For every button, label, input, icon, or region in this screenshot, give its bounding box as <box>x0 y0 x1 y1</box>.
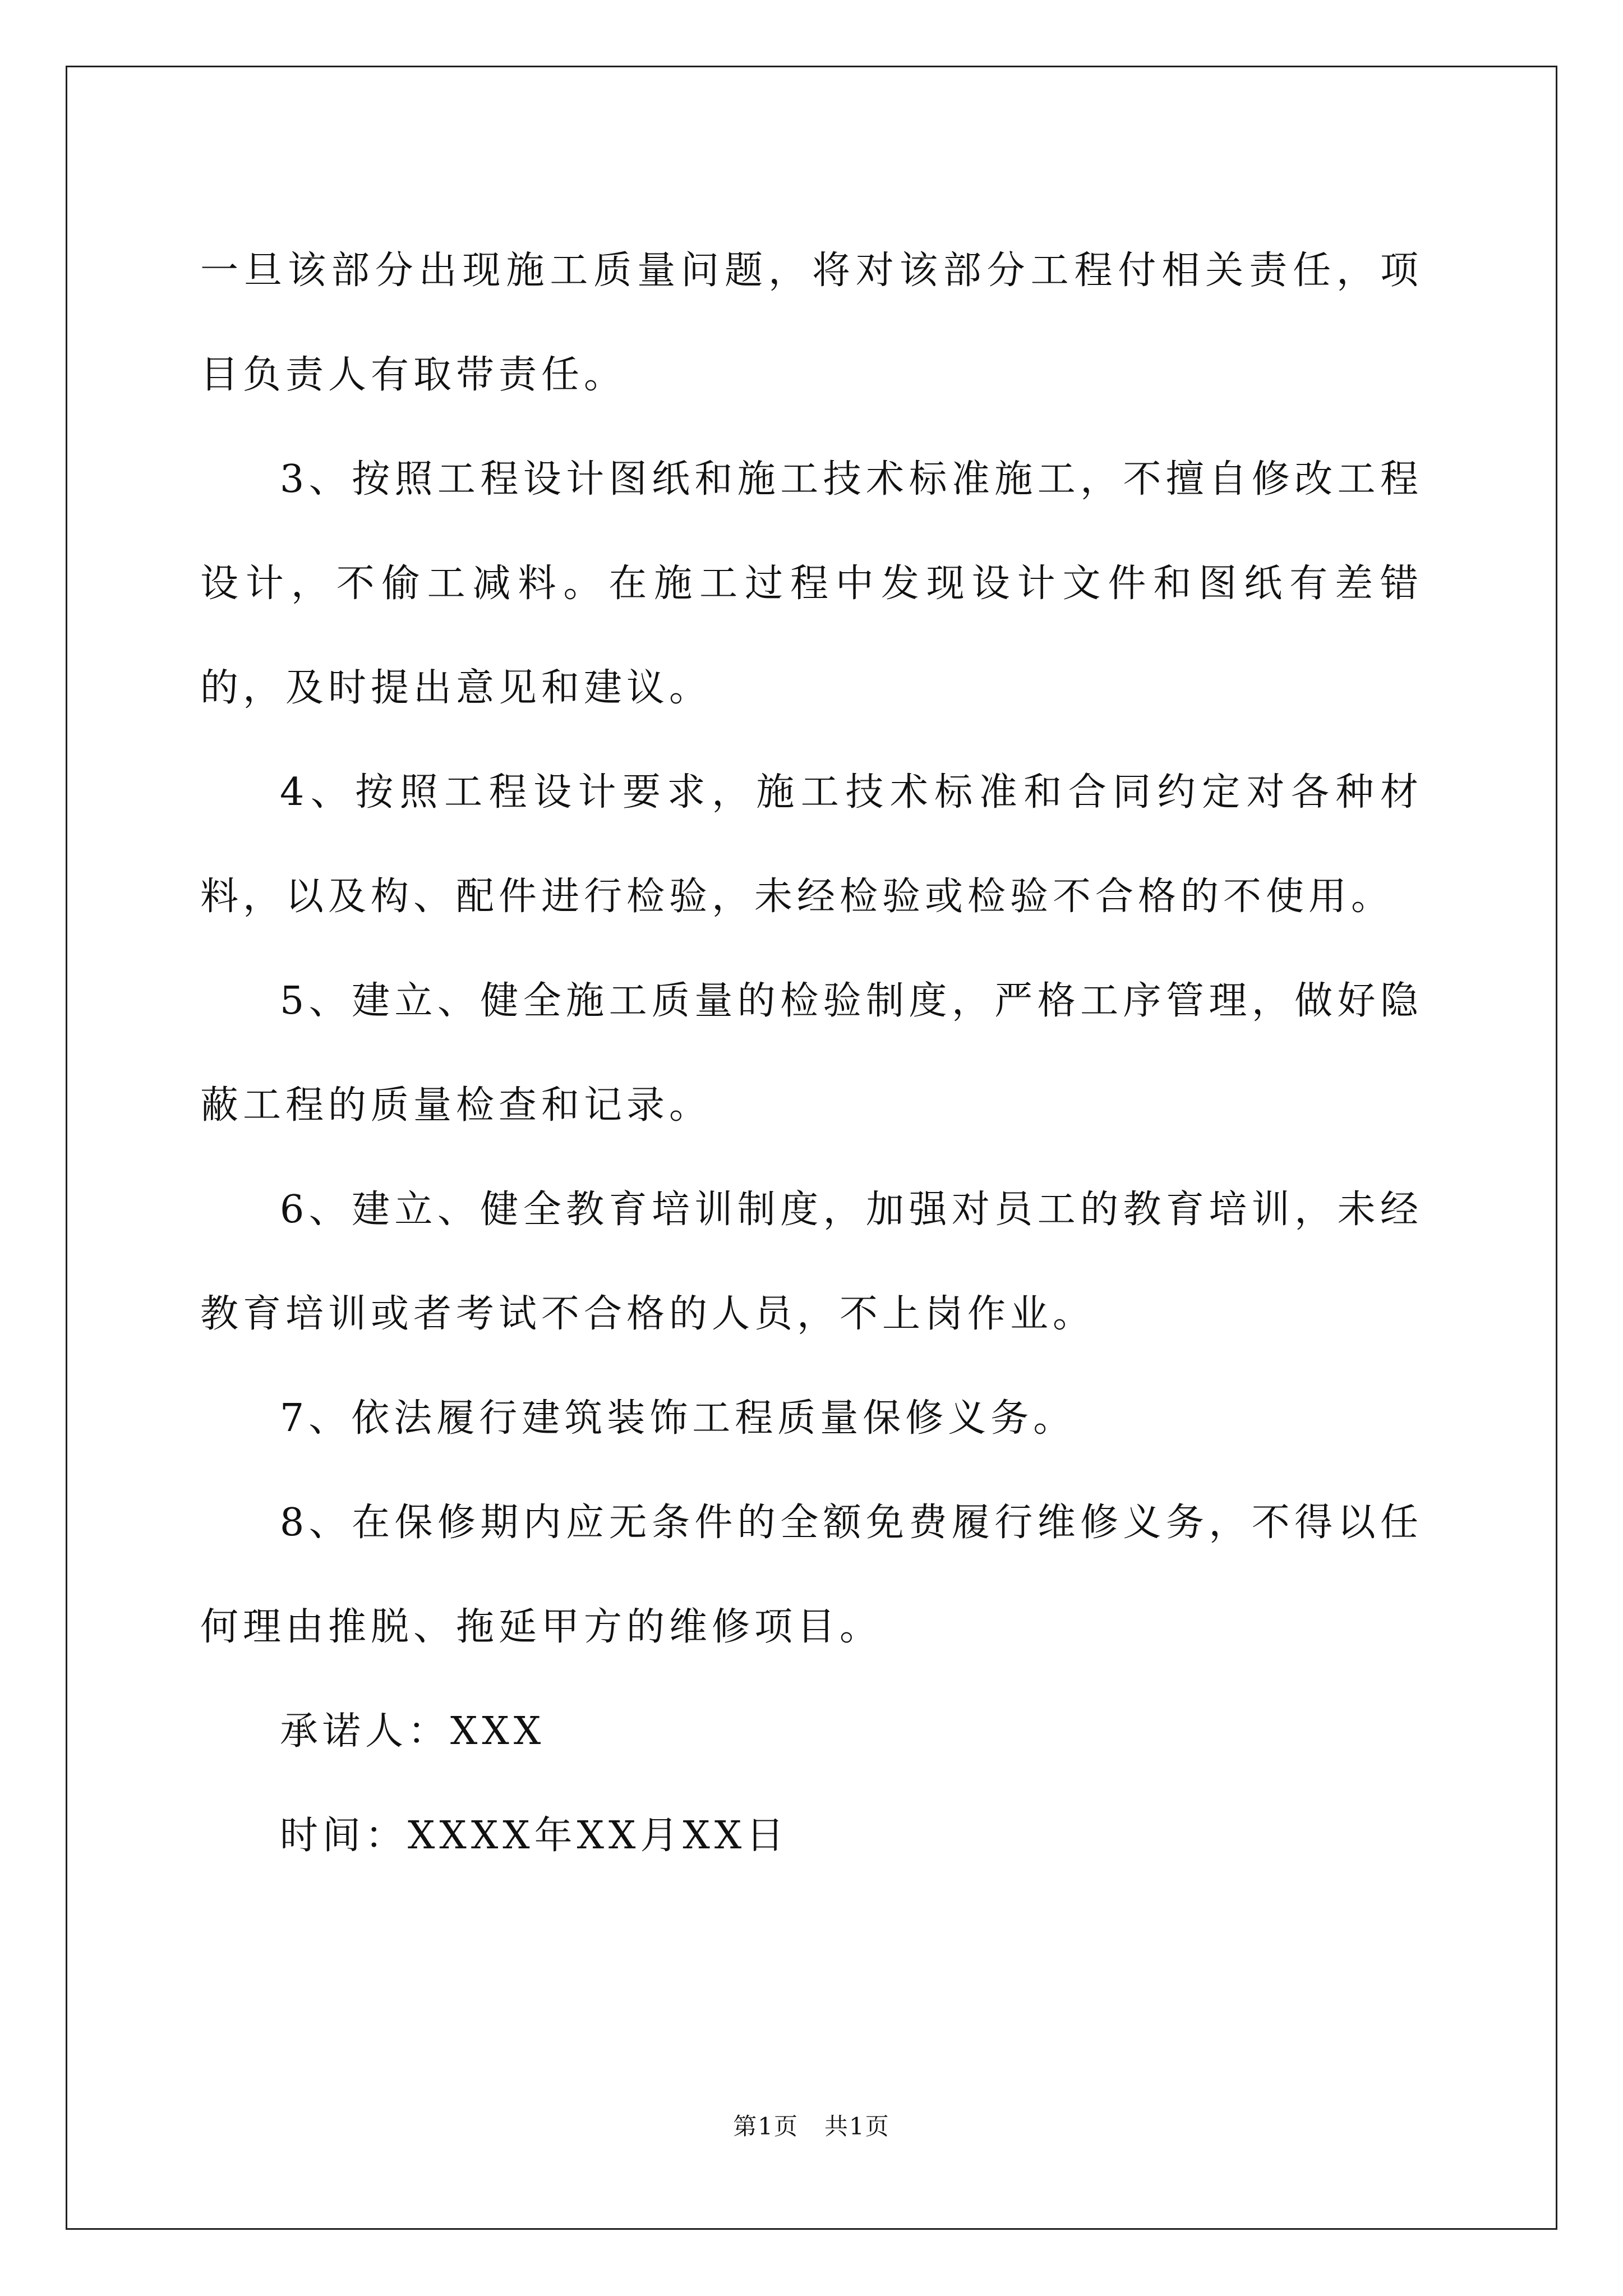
document-body <box>200 219 1423 1888</box>
paragraph-item-3: 3、按照工程设计图纸和施工技术标准施工，不擅自修改工程设计，不偷工减料。在施工过程中发现设计文件和图纸有差错的，及时提出意见和建议。 <box>200 457 1423 710</box>
paragraph-item-7: 7、依法履行建筑装饰工程质量保修义务。 <box>280 1396 1076 1441</box>
paragraph-item-8: 8、在保修期内应无条件的全额免费履行维修义务，不得以任何理由推脱、拖延甲方的维修项目。 <box>200 1501 1423 1649</box>
page-footer <box>0 2108 1623 2142</box>
paragraph-item-5: 5、建立、健全施工质量的检验制度，严格工序管理，做好隐蔽工程的质量检查和记录。 <box>200 979 1423 1128</box>
promisor-line: 承诺人：XXX <box>280 1709 546 1754</box>
paragraph-continuation: 一旦该部分出现施工质量问题，将对该部分工程付相关责任，项目负责人有取带责任。 <box>200 249 1423 397</box>
paragraph-item-6: 6、建立、健全教育培训制度，加强对员工的教育培训，未经教育培训或者考试不合格的人员，不上岗作业。 <box>200 1188 1423 1336</box>
paragraph-item-4: 4、按照工程设计要求，施工技术标准和合同约定对各种材料，以及构、配件进行检验，未经检验或检验不合格的不使用。 <box>200 770 1423 919</box>
page-number-total: 共1页 <box>824 2113 890 2140</box>
page-number-current: 第1页 <box>733 2113 799 2140</box>
date-line: 时间：XXXX年XX月XX日 <box>280 1814 789 1858</box>
